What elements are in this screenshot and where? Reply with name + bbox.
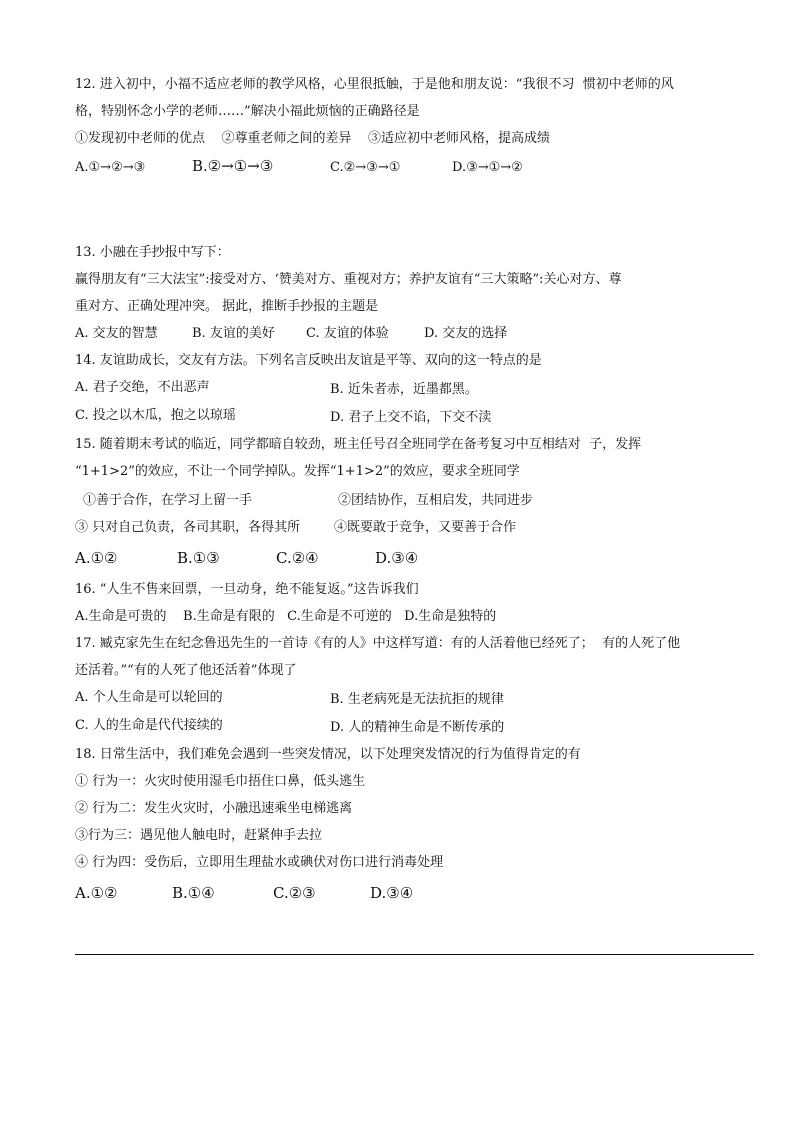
q14-option-d: D. 君子上交不谄，下交不渎 xyxy=(330,410,492,425)
q12-items: ①发现初中老师的优点 ②尊重老师之间的差异 ③适应初中老师风格，提高成绩 xyxy=(75,131,551,146)
q13-option-b: B. 友谊的美好 xyxy=(192,326,275,341)
q14-option-a: A. 君子交绝，不出恶声 xyxy=(75,380,210,395)
q18-item-1: ① 行为一：火灾时使用湿毛巾捂住口鼻，低头逃生 xyxy=(75,774,366,789)
q13-content-line2: 重对方、正确处理冲突。 据此，推断手抄报的主题是 xyxy=(75,299,379,314)
q18-option-d: D.③④ xyxy=(370,884,414,902)
q14-option-b: B. 近朱者赤，近墨都黑。 xyxy=(330,382,478,397)
q18-option-b: B.①④ xyxy=(172,884,215,902)
q14-stem: 14. 友谊助成长，交友有方法。下列名言反映出友谊是平等、双向的这一特点的是 xyxy=(75,353,542,368)
q15-item-3: ③ 只对自己负责，各司其职，各得其所 xyxy=(75,520,301,535)
q18-item-3: ③行为三：遇见他人触电时，赶紧伸手去拉 xyxy=(75,828,323,843)
q15-option-d: D.③④ xyxy=(375,549,419,567)
q13-option-c: C. 友谊的体验 xyxy=(306,326,389,341)
q12-option-a: A.①→②→③ xyxy=(75,160,146,175)
q18-item-2: ② 行为二：发生火灾时，小融迅速乘坐电梯逃离 xyxy=(75,801,353,816)
q12-stem-line2: 格，特别怀念小学的老师……”解决小福此烦恼的正确路径是 xyxy=(75,104,420,119)
q16-stem: 16. “人生不售来回票，一旦动身，绝不能复返。”这告诉我们 xyxy=(75,582,419,597)
q15-option-a: A.①② xyxy=(75,549,118,567)
q16-options: A.生命是可贵的 B.生命是有限的 C.生命是不可逆的 D.生命是独特的 xyxy=(75,609,497,624)
q15-stem-line1: 15. 随着期末考试的临近，同学都暗自较劲，班主任号召全班同学在备考复习中互相结对 子，发挥 xyxy=(75,437,642,452)
q18-option-c: C.②③ xyxy=(273,884,316,902)
q17-option-d: D. 人的精神生命是不断传承的 xyxy=(330,720,505,735)
q15-stem-line2: “1+1>2”的效应，不让一个同学掉队。发挥“1+1>2”的效应，要求全班同学 xyxy=(75,464,520,479)
q18-option-a: A.①② xyxy=(75,884,118,902)
q17-option-a: A. 个人生命是可以轮回的 xyxy=(75,690,223,705)
page-divider xyxy=(75,954,754,955)
q12-option-c: C.②→③→① xyxy=(330,160,401,175)
q13-option-d: D. 交友的选择 xyxy=(424,326,508,341)
q12-option-b: B.②→①→③ xyxy=(192,157,274,175)
q17-stem-line2: 还活着。”“有的人死了他还活着”体现了 xyxy=(75,663,297,678)
q15-item-1: ①善于合作，在学习上留一手 xyxy=(83,493,253,508)
q18-stem: 18. 日常生活中，我们难免会遇到一些突发情况，以下处理突发情况的行为值得肯定的有 xyxy=(75,747,581,762)
q17-option-c: C. 人的生命是代代接续的 xyxy=(75,718,223,733)
q17-stem-line1: 17. 臧克家先生在纪念鲁迅先生的一首诗《有的人》中这样写道：有的人活着他已经死了； 有的人死了他 xyxy=(75,636,681,651)
q15-item-2: ②团结协作，互相启发，共同进步 xyxy=(338,493,534,508)
q13-option-a: A. 交友的智慧 xyxy=(75,326,158,341)
q14-option-c: C. 投之以木瓜，抱之以琼瑶 xyxy=(75,408,236,423)
q15-item-4: ④既要敢于竞争，又要善于合作 xyxy=(334,520,517,535)
q13-stem: 13. 小融在手抄报中写下： xyxy=(75,245,230,260)
q17-option-b: B. 生老病死是无法抗拒的规律 xyxy=(330,692,504,707)
q18-item-4: ④ 行为四：受伤后，立即用生理盐水或碘伏对伤口进行消毒处理 xyxy=(75,855,444,870)
q12-option-d: D.③→①→② xyxy=(452,160,523,175)
q15-option-c: C.②④ xyxy=(276,549,319,567)
q12-stem-line1: 12. 进入初中，小福不适应老师的教学风格，心里很抵触，于是他和朋友说：“我很不习 惯初中老师的风 xyxy=(75,77,674,92)
q15-option-b: B.①③ xyxy=(177,549,220,567)
q13-content-line1: 赢得朋友有“三大法宝”:接受对方、‘赞美对方、重视对方；养护友谊有“三大策略”:关心对方、尊 xyxy=(75,272,622,287)
